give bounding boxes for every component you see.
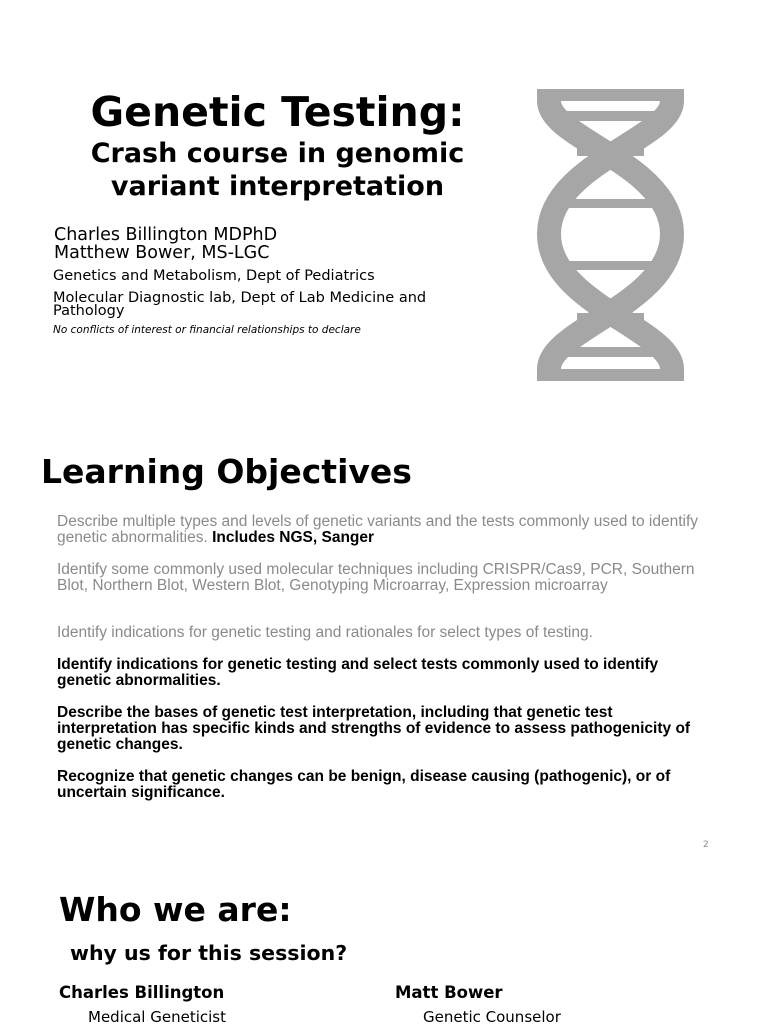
objective-item: Describe the bases of genetic test interpretation, including that genetic test interpretation has specific kinds and strengths of evidence to assess pathogenicity of genetic changes. (57, 704, 691, 753)
slide-title: Genetic Testing: (90, 88, 465, 136)
who-we-are-subheading: why us for this session? (70, 941, 348, 965)
subtitle-line: Crash course in genomic (90, 138, 465, 169)
author-name: Charles Billington MDPhD (54, 225, 278, 245)
learning-objectives-heading: Learning Objectives (41, 452, 412, 491)
person-role: Genetic Counselor (423, 1008, 561, 1026)
who-we-are-heading: Who we are: (59, 890, 292, 929)
dna-double-helix-icon (537, 89, 684, 381)
objective-item: Recognize that genetic changes can be benign, disease causing (pathogenic), or of uncertain significance. (57, 768, 671, 801)
objective-text: Describe multiple types and levels of genetic variants and the tests commonly used to identify genetic abnormalities. (57, 513, 698, 546)
slide-subtitle (0, 137, 555, 203)
subtitle-line: variant interpretation (110, 171, 445, 202)
objective-item: Identify indications for genetic testing and select tests commonly used to identify genetic abnormalities. (57, 656, 659, 689)
page-number: 2 (703, 840, 709, 850)
objective-emphasis: Includes NGS, Sanger (212, 529, 375, 546)
person-name: Matt Bower (395, 983, 503, 1002)
objective-item (57, 514, 707, 546)
affiliation: Genetics and Metabolism, Dept of Pediatrics (53, 268, 375, 284)
author-name: Matthew Bower, MS-LGC (54, 243, 270, 263)
affiliation: Molecular Diagnostic lab, Dept of Lab Medicine and Pathology (53, 290, 427, 319)
objective-item: Identify some commonly used molecular techniques including CRISPR/Cas9, PCR, Southern Blot, Northern Blot, Western Blot, Genotyping Microarray, Expression microarray (57, 561, 695, 594)
person-name: Charles Billington (59, 983, 225, 1002)
person-role: Medical Geneticist (88, 1008, 226, 1026)
conflict-disclosure: No conflicts of interest or financial relationships to declare (53, 324, 361, 336)
objective-item: Identify indications for genetic testing and rationales for select types of testing. (57, 624, 593, 641)
